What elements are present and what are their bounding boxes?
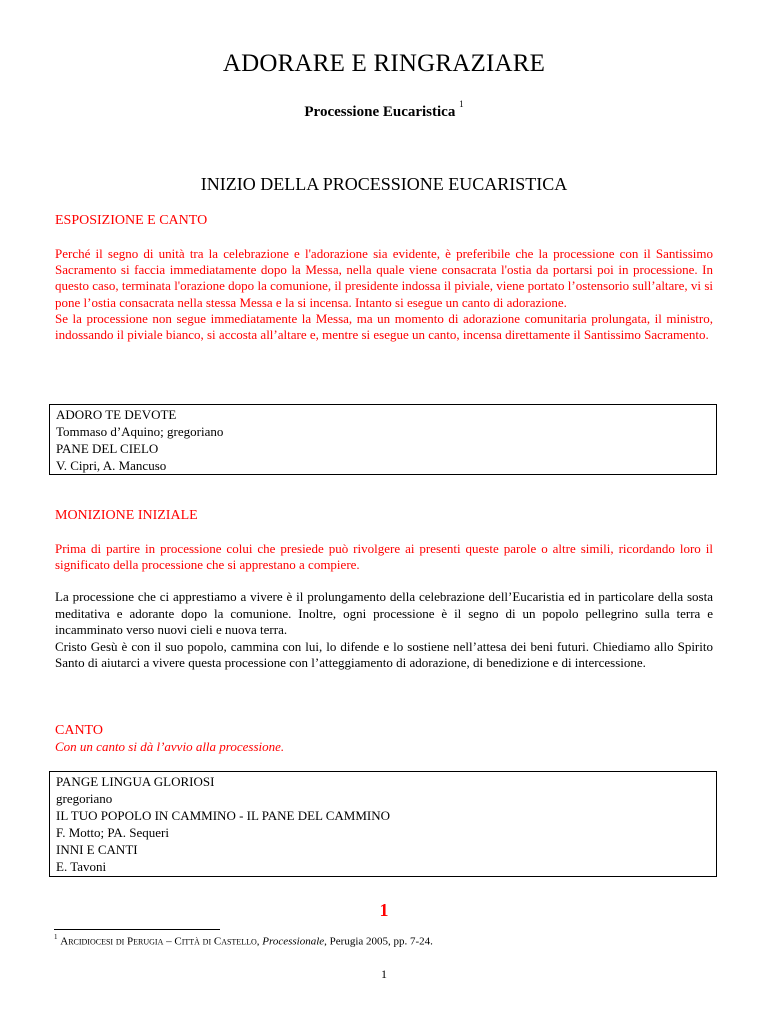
footnote-number: 1 xyxy=(54,933,58,941)
canto-rubric: Con un canto si dà l’avvio alla processione. xyxy=(55,739,285,754)
footnote xyxy=(54,934,433,948)
monizione-heading: MONIZIONE INIZIALE xyxy=(55,508,198,523)
page-marker-red: 1 xyxy=(379,900,389,920)
document-subtitle xyxy=(0,99,768,121)
monizione-paragraph-1: La processione che ci apprestiamo a vivere è il prolungamento della celebrazione dell’Eucaristia ed in particolare della sosta meditativa e adorante dopo la comunione. Inoltre, ogni processione è il segno di un popolo pellegrino sulla terra e incamminato verso nuovi cieli e nuova terra. xyxy=(55,589,713,638)
section-title: INIZIO DELLA PROCESSIONE EUCARISTICA xyxy=(200,174,568,194)
footnote-author: Arcidiocesi di Perugia – Città di Castello, xyxy=(60,935,260,948)
song-title: INNI E CANTI xyxy=(56,842,138,857)
song-author: V. Cipri, A. Mancuso xyxy=(56,458,167,473)
song-title: PANGE LINGUA GLORIOSI xyxy=(56,774,215,789)
esposizione-paragraph-1: Perché il segno di unità tra la celebrazione e l'adorazione sia evidente, è preferibile che la processione con il Santissimo Sacramento si faccia immediatamente dopo la Messa, nella quale viene consacrata l'ostia da portarsi poi in processione. In questo caso, terminata l'orazione dopo la comunione, il presidente indossa il piviale, viene portato l’ostensorio sull’altare, vi si pone l’ostia consacrata nella stessa Messa e la si incensa. Intanto si esegue un canto di adorazione. xyxy=(55,246,713,310)
songs-box-1 xyxy=(49,404,717,475)
footnote-details: , Perugia 2005, pp. 7-24. xyxy=(324,935,433,948)
footnote-work: Processionale xyxy=(262,935,325,948)
song-title: PANE DEL CIELO xyxy=(56,441,159,456)
song-title: ADORO TE DEVOTE xyxy=(56,407,177,422)
song-author: gregoriano xyxy=(56,791,113,806)
esposizione-paragraph-2: Se la processione non segue immediatamente la Messa, ma un momento di adorazione comunitaria prolungata, il ministro, indossando il piviale bianco, si accosta all’altare e, mentre si esegue un canto, incensa direttamente il Santissimo Sacramento. xyxy=(55,310,713,343)
song-title: IL TUO POPOLO IN CAMMINO - IL PANE DEL CAMMINO xyxy=(56,808,391,823)
song-author: E. Tavoni xyxy=(56,859,107,874)
subtitle-text: Processione Eucaristica xyxy=(304,104,456,120)
esposizione-heading: ESPOSIZIONE E CANTO xyxy=(55,213,208,228)
canto-heading: CANTO xyxy=(55,723,103,738)
footnote-divider xyxy=(54,929,220,930)
esposizione-rubric xyxy=(55,246,713,343)
song-author: Tommaso d’Aquino; gregoriano xyxy=(56,424,224,439)
song-author: F. Motto; PA. Sequeri xyxy=(56,825,169,840)
monizione-text xyxy=(55,589,713,672)
monizione-paragraph-2: Cristo Gesù è con il suo popolo, cammina con lui, lo difende e lo sostiene nell’attesa dei beni futuri. Chiediamo allo Spirito Santo di aiutarci a vivere questa processione con l’atteggiamento di adorazione, di benedizione e di intercessione. xyxy=(55,638,713,671)
page-number: 1 xyxy=(381,967,387,981)
document-title: ADORARE E RINGRAZIARE xyxy=(222,50,546,77)
footnote-reference[interactable]: 1 xyxy=(459,99,464,109)
songs-box-2 xyxy=(49,771,717,877)
monizione-rubric: Prima di partire in processione colui che presiede può rivolgere ai presenti queste parole o altre simili, ricordando loro il significato della processione che si apprestano a compiere. xyxy=(55,541,713,573)
